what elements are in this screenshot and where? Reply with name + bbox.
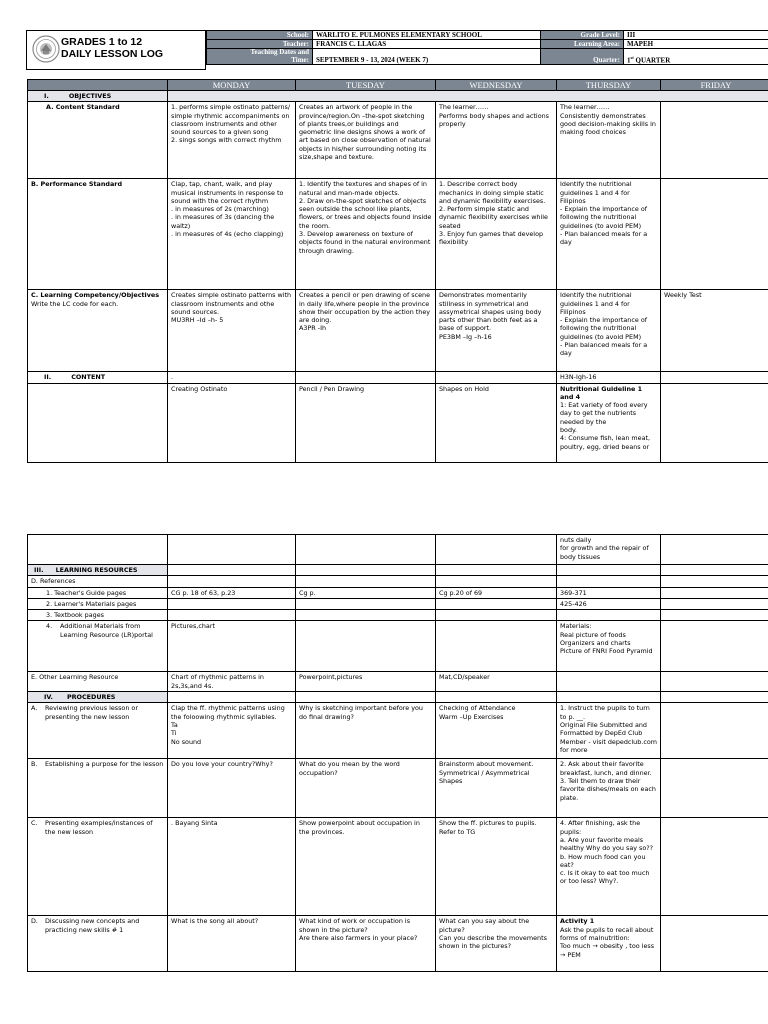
continued-monday: [168, 535, 296, 565]
procedure-d-thursday: [557, 916, 661, 972]
objectives-heading: [28, 91, 168, 102]
textbook-pages-monday: [168, 610, 296, 621]
learning-competency-thursday: Identify the nutritional guidelines 1 and 4 for Filipinos - Explain the importance of following the nutritional guidelines (to avoid PEM) - Plan balanced meals for a day: [557, 290, 661, 372]
content-standard-label: A. Content Standard: [28, 102, 168, 179]
proc-blank-3: [436, 692, 557, 703]
day-header-monday: MONDAY: [168, 80, 296, 91]
content-standard-row: [28, 102, 768, 179]
objectives-label: OBJECTIVES: [68, 92, 112, 100]
procedures-section-row: [28, 692, 768, 703]
continued-tuesday: [296, 535, 436, 565]
procedure-d-wednesday: What can you say about the picture? Can you describe the movements shown in the pictures?: [436, 916, 557, 972]
ref-blank-1: [168, 576, 296, 587]
procedure-a-label-wrap: [31, 704, 164, 721]
header-info-table: [206, 30, 768, 65]
learners-materials-friday: [661, 598, 768, 609]
learners-materials-wednesday: [436, 598, 557, 609]
day-header-wednesday: WEDNESDAY: [436, 80, 557, 91]
materials-body: Real picture of foods Organizers and charts Picture of FNRI Food Pyramid: [560, 630, 653, 656]
references-row: [28, 576, 768, 587]
school-value: WARLITO E. PULMONES ELEMENTARY SCHOOL: [313, 31, 541, 40]
procedures-number: IV.: [44, 693, 53, 702]
learners-materials-thursday: 425-426: [557, 598, 661, 609]
learning-competency-wednesday: Demonstrates momentarily stillness in symmetrical and assymetrical shapes using body parts other than both feet as a base of support. PE3BM –Ig –h-16: [436, 290, 557, 372]
additional-materials-wednesday: [436, 621, 557, 672]
procedure-d-row: [28, 916, 768, 972]
procedure-c-label-cell: [28, 818, 168, 916]
procedure-c-label-wrap: [31, 819, 164, 836]
other-resources-friday: [661, 672, 768, 692]
day-header-tuesday: TUESDAY: [296, 80, 436, 91]
procedure-b-friday: [661, 759, 768, 818]
nutritional-guideline-title: Nutritional Guideline 1 and 4: [560, 384, 643, 401]
content-topic-row: [28, 383, 768, 462]
objectives-section-fill: [168, 91, 768, 102]
proc-blank-4: [557, 692, 661, 703]
procedure-b-tuesday: What do you mean by the word occupation?: [296, 759, 436, 818]
content-code-thursday: H3N-Igh-16: [557, 372, 661, 383]
lesson-log-title-box: [26, 30, 206, 70]
ref-blank-5: [661, 576, 768, 587]
procedure-c-monday: . Bayang Sinta: [168, 818, 296, 916]
textbook-pages-friday: [661, 610, 768, 621]
activity-1-title: Activity 1: [560, 917, 595, 926]
continued-friday: [661, 535, 768, 565]
other-resources-thursday: [557, 672, 661, 692]
procedure-a-tuesday: Why is sketching important before you do final drawing?: [296, 703, 436, 759]
content-label: CONTENT: [71, 373, 106, 382]
activity-1-body: Ask the pupils to recall about forms of malnutrition: Too much → obesity , too less → PEM: [560, 925, 655, 959]
learning-competency-sublabel: Write the LC code for each.: [31, 299, 119, 308]
day-header-friday: FRIDAY: [661, 80, 768, 91]
procedure-a-label-cell: [28, 703, 168, 759]
content-topic-wednesday: Shapes on Hold: [436, 383, 557, 462]
lr-blank-2: [296, 565, 436, 576]
additional-materials-friday: [661, 621, 768, 672]
teachers-guide-monday: CG p. 18 of 63, p.23: [168, 587, 296, 598]
learning-competency-label-cell: [28, 290, 168, 372]
ref-blank-4: [557, 576, 661, 587]
procedure-b-label: Establishing a purpose for the lesson: [45, 760, 164, 769]
content-code-tuesday: [296, 372, 436, 383]
procedure-b-row: [28, 759, 768, 818]
additional-materials-thursday: [557, 621, 661, 672]
ref-blank-3: [436, 576, 557, 587]
content-standard-wednesday: The learner…… Performs body shapes and actions properly: [436, 102, 557, 179]
grade-level-label: Grade Level:: [541, 31, 624, 40]
procedure-d-letter: D.: [31, 917, 38, 926]
content-topic-label: [28, 383, 168, 462]
content-section-row: [28, 372, 768, 383]
procedure-b-wednesday: Brainstorm about movement. Symmetrical / Asymmetrical Shapes: [436, 759, 557, 818]
lr-blank-4: [557, 565, 661, 576]
teaching-dates-label-line-1: Teaching Dates and: [250, 48, 309, 56]
continued-label: [28, 535, 168, 565]
learning-competency-row: [28, 290, 768, 372]
procedure-c-friday: [661, 818, 768, 916]
additional-materials-row: [28, 621, 768, 672]
procedure-d-monday: What is the song all about?: [168, 916, 296, 972]
procedure-d-tuesday: What kind of work or occupation is shown in the picture? Are there also farmers in your place?: [296, 916, 436, 972]
procedures-label: PROCEDURES: [66, 693, 116, 702]
procedure-d-friday: [661, 916, 768, 972]
procedure-d-label-cell: [28, 916, 168, 972]
quarter-number: 1: [627, 56, 631, 64]
teaching-dates-value: SEPTEMBER 9 - 13, 2024 (WEEK 7): [313, 49, 541, 65]
procedure-c-letter: C.: [31, 819, 38, 828]
learning-resources-label: LEARNING RESOURCES: [55, 566, 138, 574]
other-resources-row: [28, 672, 768, 692]
lr-blank-3: [436, 565, 557, 576]
procedure-c-label: Presenting examples/instances of the new lesson: [45, 819, 153, 836]
performance-standard-monday: Clap, tap, chant, walk, and play musical instruments in response to sound with the correct rhythm . in measures of 2s (marching) . in measures of 3s (dancing the waltz) . in measures of 4s (echo clapping): [168, 179, 296, 290]
content-standard-friday: [661, 102, 768, 179]
procedure-c-tuesday: Show powerpoint about occupation in the provinces.: [296, 818, 436, 916]
ref-blank-2: [296, 576, 436, 587]
procedure-a-row: [28, 703, 768, 759]
teachers-guide-thursday: 369-371: [557, 587, 661, 598]
procedure-a-label: Reviewing previous lesson or presenting the new lesson: [45, 704, 138, 721]
procedure-d-label-wrap: [31, 917, 164, 934]
textbook-pages-row: [28, 610, 768, 621]
performance-standard-friday: [661, 179, 768, 290]
content-standard-thursday: The learner…… Consistently demonstrates good decision-making skills in making food choices: [557, 102, 661, 179]
performance-standard-tuesday: 1. Identify the textures and shapes of in natural and man-made objects. 2. Draw on-the-spot sketches of objects seen outside the school like plants, flowers, or trees and objects found inside the room. 3. Develop awareness on texture of objects found in the natural environment through drawing.: [296, 179, 436, 290]
procedure-c-row: [28, 818, 768, 916]
school-label: School:: [207, 31, 313, 40]
teaching-dates-label: [207, 49, 313, 65]
teacher-value: FRANCIS C. LLAGAS: [313, 40, 541, 49]
textbook-pages-wednesday: [436, 610, 557, 621]
teacher-label: Teacher:: [207, 40, 313, 49]
objectives-number: I.: [44, 92, 49, 100]
learners-materials-monday: [168, 598, 296, 609]
procedure-b-thursday: 2. Ask about their favorite breakfast, lunch, and dinner. 3. Tell them to draw their favorite dishes/meals on each plate.: [557, 759, 661, 818]
procedures-heading: [28, 692, 168, 703]
lesson-log-title: [61, 36, 163, 60]
learning-resources-heading: [28, 565, 168, 576]
objectives-section-row: [28, 91, 768, 102]
teaching-dates-label-line-2: Time:: [291, 55, 309, 64]
quarter-suffix: st: [630, 54, 634, 60]
lesson-plan-table-continued: [27, 534, 768, 972]
other-resources-tuesday: Powerpoint,pictures: [296, 672, 436, 692]
lr-blank-5: [661, 565, 768, 576]
procedure-a-wednesday: Checking of Attendance Warm –Up Exercises: [436, 703, 557, 759]
learning-area-label: Learning Area:: [541, 40, 624, 49]
additional-materials-number: 4.: [46, 622, 53, 631]
teachers-guide-friday: [661, 587, 768, 598]
content-topic-friday: [661, 383, 768, 462]
other-resources-monday: Chart of rhythmic patterns in 2s,3s,and 4s.: [168, 672, 296, 692]
procedure-b-label-cell: [28, 759, 168, 818]
procedure-b-label-wrap: [31, 760, 164, 768]
procedure-a-monday: Clap the ff. rhythmic patterns using the foloowing rhythmic syllables. Ta Ti No sound: [168, 703, 296, 759]
quarter-text: QUARTER: [633, 56, 671, 64]
learning-competency-tuesday: Creates a pencil or pen drawing of scene in daily life,where people in the province show their occupation by the action they are doing. A3PR -Ih: [296, 290, 436, 372]
additional-materials-monday: Pictures,chart: [168, 621, 296, 672]
textbook-pages-label: 3. Textbook pages: [28, 610, 168, 621]
learners-materials-row: [28, 598, 768, 609]
quarter-value: [624, 49, 768, 65]
nutritional-guideline-body: 1: Eat variety of food every day to get the nutrients needed by the body. 4: Consume fish, lean meat, poultry, egg, dried beans or: [560, 401, 651, 451]
content-code-wednesday: [436, 372, 557, 383]
content-topic-thursday: [557, 383, 661, 462]
procedure-c-thursday: 4. After finishing, ask the pupils: a. Are your favorite meals healthy Why do you say so?? b. How much food can you eat? c. Is it okay to eat too much or too less? Why?.: [557, 818, 661, 916]
additional-materials-tuesday: [296, 621, 436, 672]
proc-blank-2: [296, 692, 436, 703]
teachers-guide-wednesday: Cg p.20 of 69: [436, 587, 557, 598]
procedure-a-letter: A.: [31, 704, 38, 713]
performance-standard-wednesday: 1. Describe correct body mechanics in doing simple static and dynamic flexibility exercises. 2. Perform simple static and dynamic flexibility exercises while seated 3. Enjoy fun games that develop flexibility: [436, 179, 557, 290]
procedure-d-label: Discussing new concepts and practicing new skills # 1: [45, 917, 140, 934]
performance-standard-label: B. Performance Standard: [28, 179, 168, 290]
day-header-blank: [28, 80, 168, 91]
learning-competency-friday: Weekly Test: [661, 290, 768, 372]
procedure-b-letter: B.: [31, 760, 38, 769]
learning-resources-number: III.: [34, 566, 44, 574]
learning-competency-label: C. Learning Competency/Objectives: [31, 291, 160, 300]
lesson-plan-table: [27, 79, 768, 463]
procedure-b-monday: Do you love your country?Why?: [168, 759, 296, 818]
teachers-guide-tuesday: Cg p.: [296, 587, 436, 598]
day-header-row: [28, 80, 768, 91]
additional-materials-label-cell: [28, 621, 168, 672]
learners-materials-label: 2. Learner's Materials pages: [28, 598, 168, 609]
proc-blank-5: [661, 692, 768, 703]
lr-blank-1: [168, 565, 296, 576]
deped-seal-icon: [32, 35, 60, 63]
other-resources-label: E. Other Learning Resource: [28, 672, 168, 692]
teachers-guide-label: 1. Teacher's Guide pages: [28, 587, 168, 598]
content-continued-row: [28, 535, 768, 565]
day-header-thursday: THURSDAY: [557, 80, 661, 91]
content-number: II.: [44, 373, 52, 382]
performance-standard-row: [28, 179, 768, 290]
proc-blank-1: [168, 692, 296, 703]
materials-title: Materials:: [560, 622, 592, 631]
content-heading: [28, 372, 168, 383]
title-line-1: GRADES 1 to 12: [61, 36, 143, 48]
content-code-monday: .: [168, 372, 296, 383]
learning-area-value: MAPEH: [624, 40, 768, 49]
textbook-pages-thursday: [557, 610, 661, 621]
teachers-guide-row: [28, 587, 768, 598]
procedure-a-friday: [661, 703, 768, 759]
content-topic-monday: Creating Ostinato: [168, 383, 296, 462]
additional-materials-label-wrap: [46, 622, 164, 639]
learning-resources-section-row: [28, 565, 768, 576]
other-resources-wednesday: Mat,CD/speaker: [436, 672, 557, 692]
procedure-a-thursday: 1. Instruct the pupils to turn to p. __. Original File Submitted and Formatted by DepEd Club Member - visit depedclub.com for more: [557, 703, 661, 759]
continued-thursday: nuts daily for growth and the repair of body tissues: [557, 535, 661, 565]
content-topic-tuesday: Pencil / Pen Drawing: [296, 383, 436, 462]
textbook-pages-tuesday: [296, 610, 436, 621]
learners-materials-tuesday: [296, 598, 436, 609]
title-line-2: DAILY LESSON LOG: [61, 48, 164, 60]
additional-materials-label: Additional Materials from Learning Resource (LR)portal: [60, 622, 153, 639]
grade-level-value: III: [624, 31, 768, 40]
content-code-friday: [661, 372, 768, 383]
quarter-label: Quarter:: [541, 49, 624, 65]
continued-wednesday: [436, 535, 557, 565]
procedure-c-wednesday: Show the ff. pictures to pupils. Refer to TG: [436, 818, 557, 916]
learning-competency-monday: Creates simple ostinato patterns with classroom instruments and othe sound sources. MU3RH –Id –h- 5: [168, 290, 296, 372]
performance-standard-thursday: Identify the nutritional guidelines 1 and 4 for Filipinos - Explain the importance of following the nutritional guidelines (to avoid PEM) - Plan balanced meals for a day: [557, 179, 661, 290]
content-standard-monday: 1. performs simple ostinato patterns/ simple rhythmic accompaniments on classroom instruments and other sound sources to a given song 2. sings songs with correct rhythm: [168, 102, 296, 179]
references-label: D. References: [28, 576, 168, 587]
content-standard-tuesday: Creates an artwork of people in the province/region.On –the-spot sketching of plants trees,or buildings and geometric line designs shows a work of art based on close observation of natural objects in his/her surrounding noting its size,shape and texture.: [296, 102, 436, 179]
